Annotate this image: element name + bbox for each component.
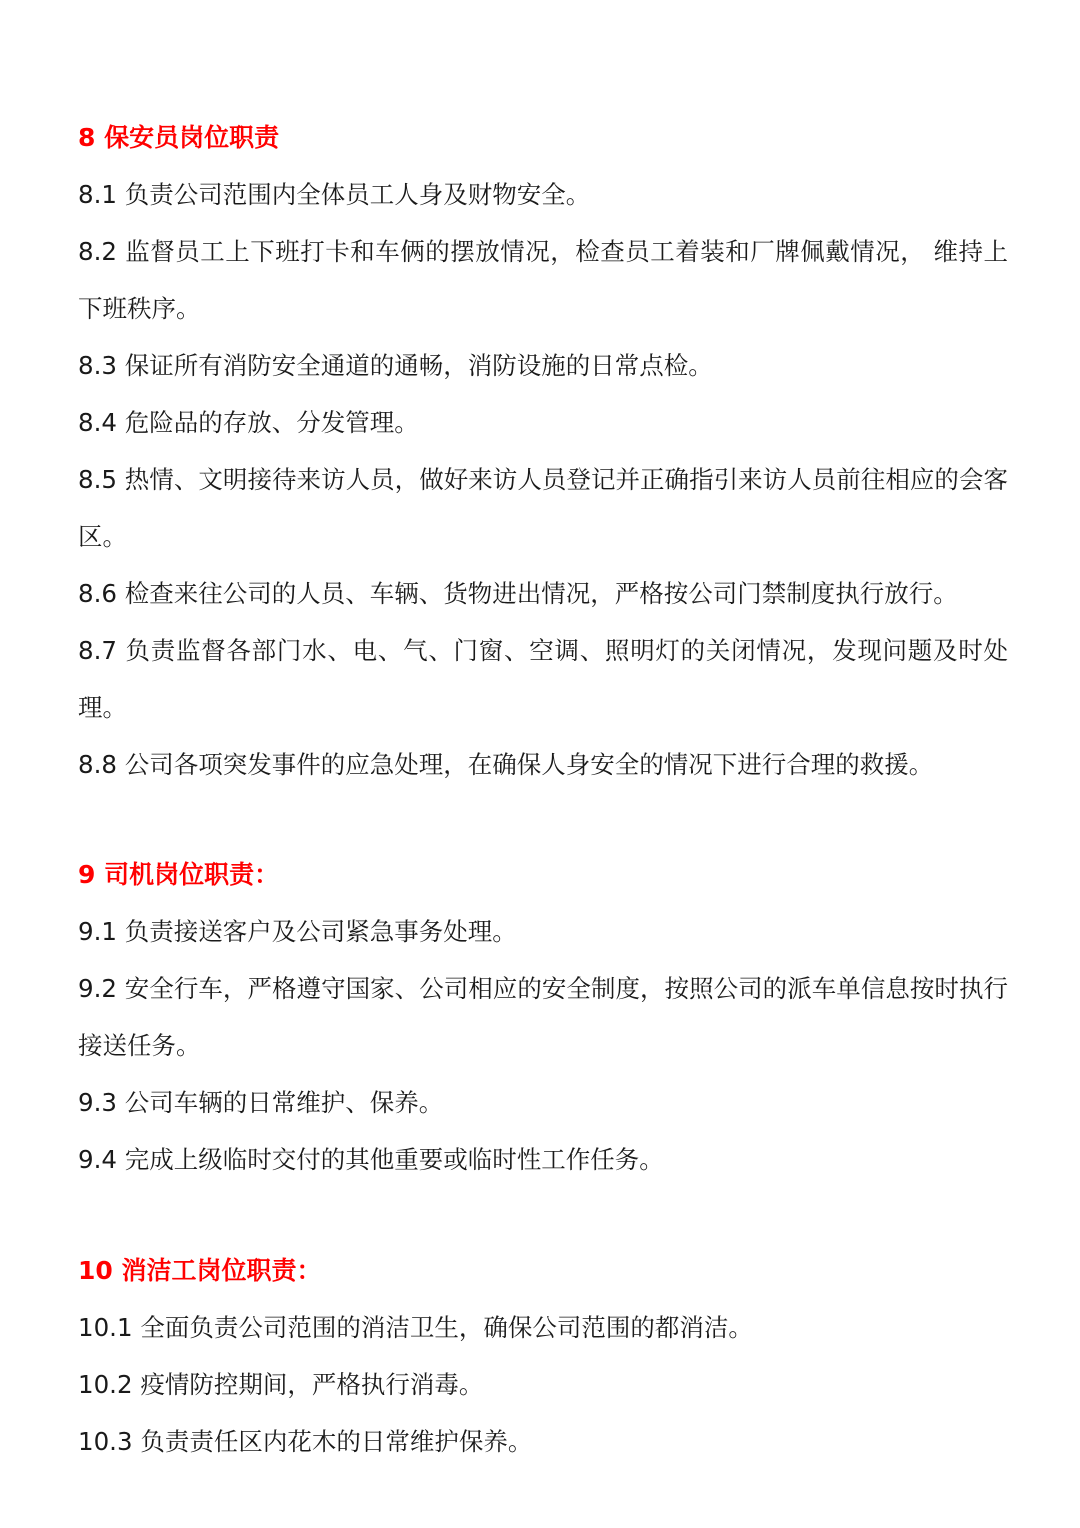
list-item: 9.4 完成上级临时交付的其他重要或临时性工作任务。 (78, 1145, 664, 1174)
list-item: 10.1 全面负责公司范围的消洁卫生，确保公司范围的都消洁。 (78, 1313, 753, 1342)
section-heading: 10 消洁工岗位职责： (78, 1256, 322, 1285)
section-driver (78, 846, 1008, 1188)
list-item: 8.1 负责公司范围内全体员工人身及财物安全。 (78, 180, 591, 209)
section-security-guard (78, 109, 1008, 793)
list-item: 8.8 公司各项突发事件的应急处理，在确保人身安全的情况下进行合理的救援。 (78, 750, 934, 779)
list-item: 9.1 负责接送客户及公司紧急事务处理。 (78, 917, 517, 946)
list-item: 9.3 公司车辆的日常维护、保养。 (78, 1088, 444, 1117)
section-cleaner (78, 1242, 1008, 1470)
list-item: 8.3 保证所有消防安全通道的通畅，消防设施的日常点检。 (78, 351, 713, 380)
list-item: 8.7 负责监督各部门水、电、气、门窗、空调、照明灯的关闭情况，发现问题及时处理。 (78, 636, 1008, 722)
list-item: 8.5 热情、文明接待来访人员，做好来访人员登记并正确指引来访人员前往相应的会客区。 (78, 465, 1008, 551)
list-item: 8.2 监督员工上下班打卡和车俩的摆放情况，检查员工着装和厂牌佩戴情况， 维持上下班秩序。 (78, 237, 1008, 323)
list-item: 10.2 疫情防控期间，严格执行消毒。 (78, 1370, 484, 1399)
section-heading: 8 保安员岗位职责 (78, 123, 280, 152)
list-item: 10.3 负责责任区内花木的日常维护保养。 (78, 1427, 533, 1456)
list-item: 8.6 检查来往公司的人员、车辆、货物进出情况，严格按公司门禁制度执行放行。 (78, 579, 958, 608)
section-heading: 9 司机岗位职责： (78, 860, 280, 889)
list-item: 9.2 安全行车，严格遵守国家、公司相应的安全制度，按照公司的派车单信息按时执行接送任务。 (78, 974, 1008, 1060)
list-item: 8.4 危险品的存放、分发管理。 (78, 408, 419, 437)
